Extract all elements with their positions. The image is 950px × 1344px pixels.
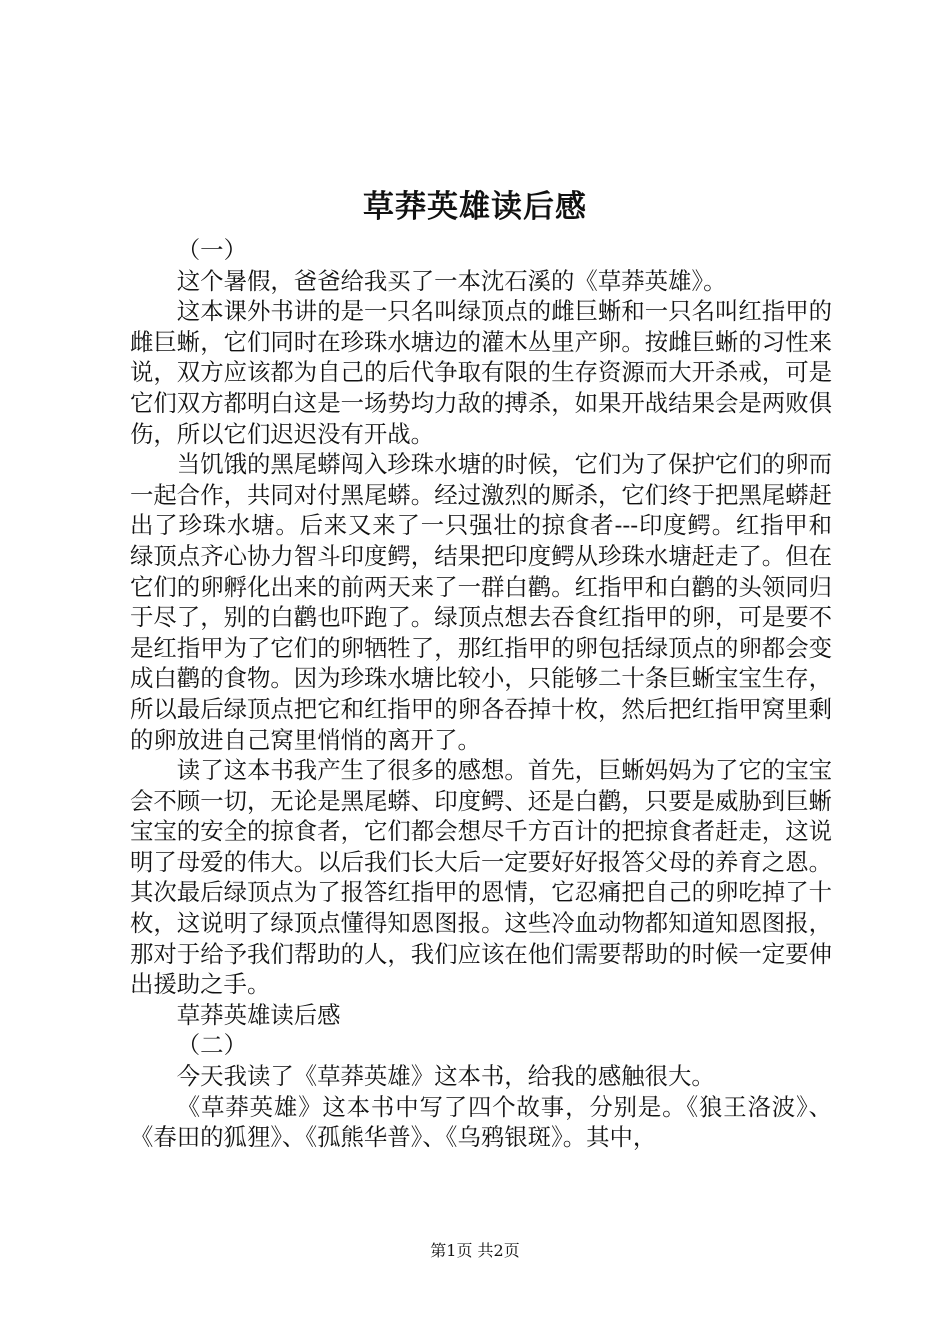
paragraph-stories-list: 《草莽英雄》这本书中写了四个故事，分别是。《狼王洛波》、《春田的狐狸》、《孤熊华普》、《乌鸦银斑》。其中， <box>130 1092 832 1152</box>
paragraph-intro: 这个暑假，爸爸给我买了一本沈石溪的《草莽英雄》。 <box>176 266 727 295</box>
document-title: 草莽英雄读后感 <box>363 189 587 225</box>
page-number-footer: 第1页 共2页 <box>430 1241 520 1260</box>
paragraph-reflection: 读了这本书我产生了很多的感想。首先，巨蜥妈妈为了它的宝宝会不顾一切，无论是黑尾蟒、印度鳄、还是白鹳，只要是威胁到巨蜥宝宝的安全的掠食者，它们都会想尽千方百计的把掠食者赶走，这说明了母爱的伟大。以后我们长大后一定要好好报答父母的养育之恩。其次最后绿顶点为了报答红指甲的恩情，它忍痛把自己的卵吃掉了十枚，这说明了绿顶点懂得知恩图报。这些冷血动物都知道知恩图报，那对于给予我们帮助的人，我们应该在他们需要帮助的时候一定要伸出援助之手。 <box>130 756 832 999</box>
paragraph-story-events: 当饥饿的黑尾蟒闯入珍珠水塘的时候，它们为了保护它们的卵而一起合作，共同对付黑尾蟒。经过激烈的厮杀，它们终于把黑尾蟒赶出了珍珠水塘。后来又来了一只强壮的掠食者---印度鳄。红指甲和绿顶点齐心协力智斗印度鳄，结果把印度鳄从珍珠水塘赶走了。但在它们的卵孵化出来的前两天来了一群白鹳。红指甲和白鹳的头领同归于尽了，别的白鹳也吓跑了。绿顶点想去吞食红指甲的卵，可是要不是红指甲为了它们的卵牺牲了，那红指甲的卵包括绿顶点的卵都会变成白鹳的食物。因为珍珠水塘比较小，只能够二十条巨蜥宝宝生存，所以最后绿顶点把它和红指甲的卵各吞掉十枚，然后把红指甲窝里剩的卵放进自己窝里悄悄的离开了。 <box>130 450 832 754</box>
paragraph-subtitle: 草莽英雄读后感 <box>176 1000 341 1029</box>
paragraph-story-setup: 这本课外书讲的是一只名叫绿顶点的雌巨蜥和一只名叫红指甲的雌巨蜥，它们同时在珍珠水塘边的灌木丛里产卵。按雌巨蜥的习性来说，双方应该都为自己的后代争取有限的生存资源而大开杀戒，可是它们双方都明白这是一场势均力敌的搏杀，如果开战结果会是两败俱伤，所以它们迟迟没有开战。 <box>130 297 832 448</box>
paragraph-section-two-marker: （二） <box>176 1031 247 1060</box>
paragraph-section-one-marker: （一） <box>176 236 247 264</box>
document-body <box>130 235 832 1153</box>
paragraph-second-intro: 今天我读了《草莽英雄》这本书，给我的感触很大。 <box>176 1062 715 1091</box>
